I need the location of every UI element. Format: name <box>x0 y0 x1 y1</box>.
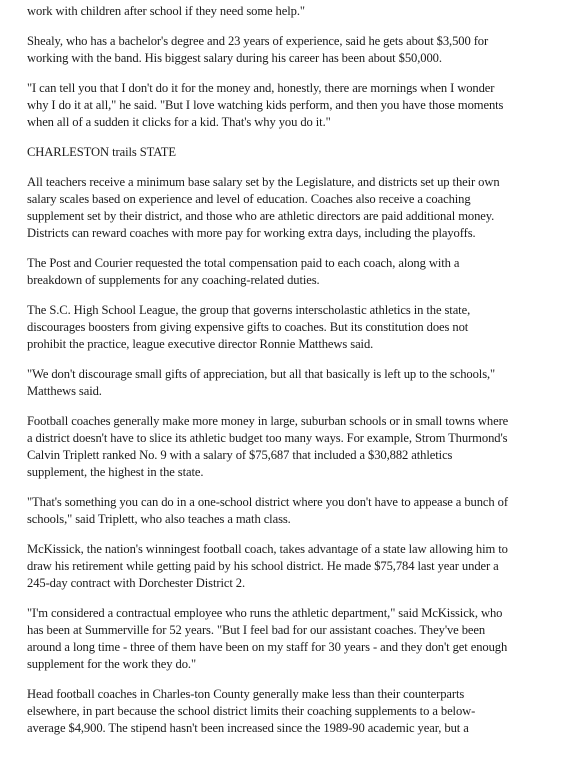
paragraph-2 <box>27 33 559 67</box>
paragraph-13 <box>27 686 559 737</box>
text-line: Districts can reward coaches with more pay for working extra days, including the playoffs. <box>27 226 476 240</box>
paragraph-5 <box>27 174 559 242</box>
text-line: average $4,900. The stipend hasn't been increased since the 1989-90 academic year, but a <box>27 721 469 735</box>
text-line: Matthews said. <box>27 384 102 398</box>
text-line: discourages boosters from giving expensive gifts to coaches. But its constitution does not <box>27 320 469 334</box>
text-line: work with children after school if they need some help." <box>27 4 305 18</box>
text-line: elsewhere, in part because the school district limits their coaching supplements to a below- <box>27 704 476 718</box>
text-line: Calvin Triplett ranked No. 9 with a salary of $75,687 that included a $30,882 athletics <box>27 448 453 462</box>
paragraph-7 <box>27 302 559 353</box>
text-line: why I do it at all," he said. "But I love watching kids perform, and then you have those moments <box>27 98 504 112</box>
heading-text: CHARLESTON trails STATE <box>27 145 176 159</box>
text-line: supplement set by their district, and those who are athletic directors are paid additional money. <box>27 209 495 223</box>
text-line: Head football coaches in Charles-ton County generally make less than their counterparts <box>27 687 465 701</box>
text-line: The Post and Courier requested the total compensation paid to each coach, along with a <box>27 256 460 270</box>
paragraph-11 <box>27 541 559 592</box>
paragraph-10 <box>27 494 559 528</box>
text-line: a district doesn't have to slice its athletic budget too many ways. For example, Strom Thurmond's <box>27 431 508 445</box>
text-line: salary scales based on experience and level of education. Coaches also receive a coaching <box>27 192 471 206</box>
paragraph-12 <box>27 605 559 673</box>
text-line: has been at Summerville for 52 years. "But I feel bad for our assistant coaches. They've been <box>27 623 486 637</box>
text-line: "I'm considered a contractual employee who runs the athletic department," said McKissick, who <box>27 606 503 620</box>
text-line: The S.C. High School League, the group that governs interscholastic athletics in the state, <box>27 303 471 317</box>
paragraph-8 <box>27 366 559 400</box>
text-line: prohibit the practice, league executive director Ronnie Matthews said. <box>27 337 374 351</box>
paragraph-6 <box>27 255 559 289</box>
text-line: draw his retirement while getting paid by his school district. He made $75,784 last year under a <box>27 559 499 573</box>
text-line: "I can tell you that I don't do it for the money and, honestly, there are mornings when I wonder <box>27 81 495 95</box>
text-line: supplement for the work they do." <box>27 657 197 671</box>
text-line: working with the band. His biggest salary during his career has been about $50,000. <box>27 51 442 65</box>
text-line: McKissick, the nation's winningest football coach, takes advantage of a state law allowing him to <box>27 542 508 556</box>
paragraph-1 <box>27 3 559 20</box>
paragraph-3 <box>27 80 559 131</box>
text-line: schools," said Triplett, who also teaches a math class. <box>27 512 291 526</box>
section-heading <box>27 144 559 161</box>
text-line: "We don't discourage small gifts of appreciation, but all that basically is left up to the schools," <box>27 367 496 381</box>
text-line: supplement, the highest in the state. <box>27 465 204 479</box>
text-line: breakdown of supplements for any coaching-related duties. <box>27 273 320 287</box>
text-line: "That's something you can do in a one-school district where you don't have to appease a bunch of <box>27 495 508 509</box>
paragraph-9 <box>27 413 559 481</box>
text-line: Shealy, who has a bachelor's degree and 23 years of experience, said he gets about $3,500 for <box>27 34 489 48</box>
text-line: 245-day contract with Dorchester District 2. <box>27 576 246 590</box>
text-line: around a long time - three of them have been on my staff for 30 years - and they don't get enough <box>27 640 508 654</box>
text-line: when all of a sudden it clicks for a kid. That's why you do it." <box>27 115 331 129</box>
text-line: All teachers receive a minimum base salary set by the Legislature, and districts set up their own <box>27 175 500 189</box>
text-line: Football coaches generally make more money in large, suburban schools or in small towns where <box>27 414 509 428</box>
